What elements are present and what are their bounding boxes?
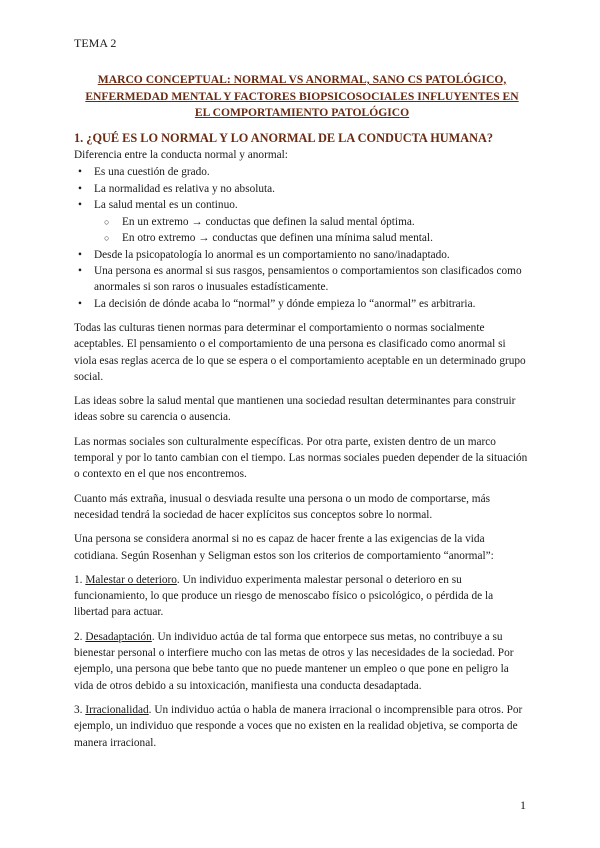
section-heading: 1. ¿QUÉ ES LO NORMAL Y LO ANORMAL DE LA CONDUCTA HUMANA? bbox=[74, 131, 494, 145]
criterion-number: 1. bbox=[74, 573, 83, 586]
paragraph: Las normas sociales son culturalmente específicas. Por otra parte, existen dentro de un marco temporal y por lo tanto cambian con el tiempo. Las normas sociales pueden depender de la situación o contexto en el que nos encontremos. bbox=[74, 435, 528, 481]
paragraph: Cuanto más extraña, inusual o desviada resulte una persona o un modo de comportarse, más necesidad tendrá la sociedad de hacer explícitos sus conceptos sobre lo normal. bbox=[74, 492, 490, 521]
criterion-term: Desadaptación bbox=[85, 630, 152, 643]
criterion-number: 2. bbox=[74, 630, 83, 643]
page-header: TEMA 2 bbox=[74, 36, 117, 50]
paragraph: Una persona se considera anormal si no es capaz de hacer frente a las exigencias de la vida cotidiana. Según Rosenhan y Seligman estos son los criterios de comportamiento “anormal”: bbox=[74, 533, 494, 562]
list-item: • Desde la psicopatología lo anormal es un comportamiento no sano/inadaptado. bbox=[74, 247, 530, 263]
criterion-term: Malestar o deterioro bbox=[85, 573, 177, 586]
intro-text: Diferencia entre la conducta normal y anormal: bbox=[74, 149, 288, 161]
list-item bbox=[74, 197, 530, 247]
list-item: • La decisión de dónde acaba lo “normal” y dónde empieza lo “anormal” es arbitraria. bbox=[74, 296, 530, 312]
bullet-list bbox=[74, 164, 530, 312]
criterion-paragraph bbox=[74, 572, 530, 621]
paragraph: Las ideas sobre la salud mental que mantienen una sociedad resultan determinantes para construir ideas sobre su carencia o ausencia. bbox=[74, 395, 516, 424]
title-line: ENFERMEDAD MENTAL Y FACTORES BIOPSICOSOCIALES INFLUYENTES EN bbox=[85, 89, 519, 103]
title-line: EL COMPORTAMIENTO PATOLÓGICO bbox=[194, 106, 410, 119]
sub-list-item: ○ En un extremo → conductas que definen la salud mental óptima. bbox=[74, 214, 530, 230]
paragraph: Todas las culturas tienen normas para determinar el comportamiento o normas socialmente aceptables. El pensamiento o el comportamiento de una persona es clasificado como anormal si viola esas reglas acerca de lo que se espera o el comportamiento aceptable en un determinado grupo social. bbox=[74, 321, 526, 383]
criterion-term: Irracionalidad bbox=[85, 703, 149, 716]
list-item: • Es una cuestión de grado. bbox=[74, 164, 530, 180]
list-item: • La normalidad es relativa y no absoluta. bbox=[74, 181, 530, 197]
criterion-text: . Un individuo actúa de tal forma que entorpece sus metas, no contribuye a su bienestar personal o interfiere mucho con las metas de otros y las necesidades de la sociedad. Por ejemplo, una persona que bebe tanto que no puede mantener un empleo o que pone en peligro la vida de otros debido a su intoxicación, manifiesta una conducta desadaptada. bbox=[74, 630, 514, 692]
list-item: • Una persona es anormal si sus rasgos, pensamientos o comportamientos son clasificados como anormales si son raros o inusuales estadísticamente. bbox=[74, 263, 530, 296]
sub-list-item: ○ En otro extremo → conductas que definen una mínima salud mental. bbox=[74, 230, 530, 246]
list-item-text: La salud mental es un continuo. bbox=[94, 198, 238, 211]
document-title bbox=[74, 72, 530, 122]
title-line: MARCO CONCEPTUAL: NORMAL VS ANORMAL, SANO CS PATOLÓGICO, bbox=[97, 73, 507, 86]
document-body bbox=[74, 130, 530, 751]
criterion-paragraph bbox=[74, 629, 530, 694]
page-number: 1 bbox=[520, 798, 526, 812]
criterion-text: . Un individuo experimenta malestar personal o deterioro en su funcionamiento, lo que produce un riesgo de menoscabo físico o psicológico, o pérdida de la libertad para actuar. bbox=[74, 573, 494, 619]
criterion-paragraph bbox=[74, 702, 530, 751]
criterion-text: . Un individuo actúa o habla de manera irracional o incomprensible para otros. Por ejemplo, un individuo que responde a voces que no existen en la realidad objetiva, se comporta de manera irracional. bbox=[74, 703, 523, 749]
criterion-number: 3. bbox=[74, 703, 83, 716]
sub-bullet-list bbox=[74, 214, 530, 247]
